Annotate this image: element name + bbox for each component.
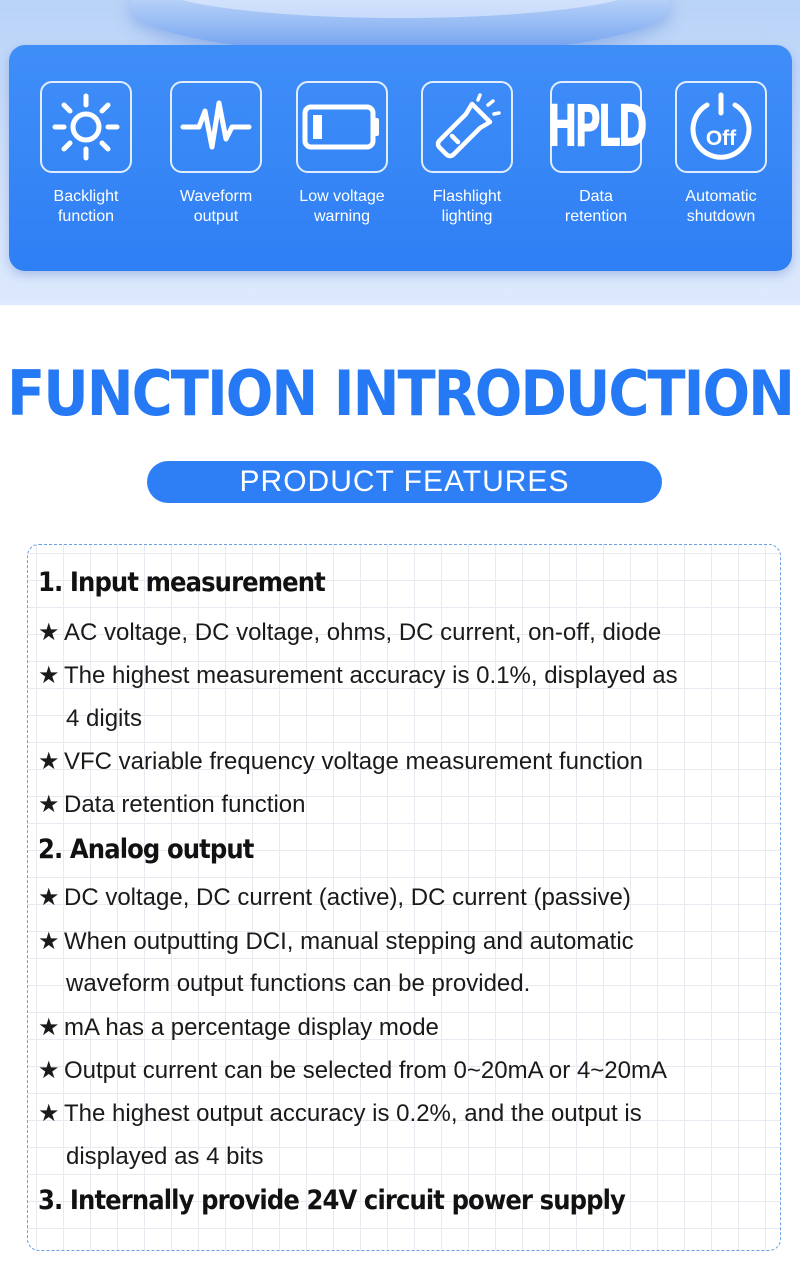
list-item-continuation: waveform output functions can be provided. [66,970,531,997]
feature-data-retention [541,81,651,227]
feature-label: Flashlight lighting [432,188,502,225]
waveform-icon [170,81,262,173]
list-item: ★ The highest output accuracy is 0.2%, and the output is [38,1100,642,1127]
page-title: FUNCTION INTRODUCTION [7,358,793,431]
feature-label: Automatic shutdown [685,188,757,225]
features-text-box [27,544,781,1251]
section-title-input: 1. Input measurement [38,567,325,598]
list-item: ★ DC voltage, DC current (active), DC current (passive) [38,884,631,911]
list-item-continuation: 4 digits [66,705,143,732]
subtitle-badge: PRODUCT FEATURES [147,461,662,503]
feature-waveform [161,81,271,227]
hpld-icon: HPLD [550,81,642,173]
flashlight-icon [421,81,513,173]
list-item: ★ AC voltage, DC voltage, ohms, DC current, on-off, diode [38,619,662,646]
feature-icons-panel [9,45,792,271]
section-title-power: 3. Internally provide 24V circuit power supply [38,1185,625,1216]
feature-label: Backlight function [53,188,119,225]
feature-low-voltage [287,81,397,227]
list-item-continuation: displayed as 4 bits [66,1143,264,1170]
list-item: ★ Output current can be selected from 0~20mA or 4~20mA [38,1057,667,1084]
list-item: ★ When outputting DCI, manual stepping and automatic [38,928,634,955]
feature-label: Low voltage warning [299,188,385,225]
list-item: ★ VFC variable frequency voltage measurement function [38,748,643,775]
list-item: ★ The highest measurement accuracy is 0.1%, displayed as [38,662,678,689]
feature-auto-shutdown [666,81,776,227]
list-item: ★ Data retention function [38,791,306,818]
feature-banner-background [0,0,800,305]
power-off-icon: Off [675,81,767,173]
section-title-analog: 2. Analog output [38,834,254,865]
feature-flashlight [412,81,522,227]
feature-label: Waveform output [179,188,253,225]
list-item: ★ mA has a percentage display mode [38,1014,439,1041]
sun-icon [40,81,132,173]
feature-label: Data retention [564,188,628,225]
feature-backlight [31,81,141,227]
battery-low-icon [296,81,388,173]
